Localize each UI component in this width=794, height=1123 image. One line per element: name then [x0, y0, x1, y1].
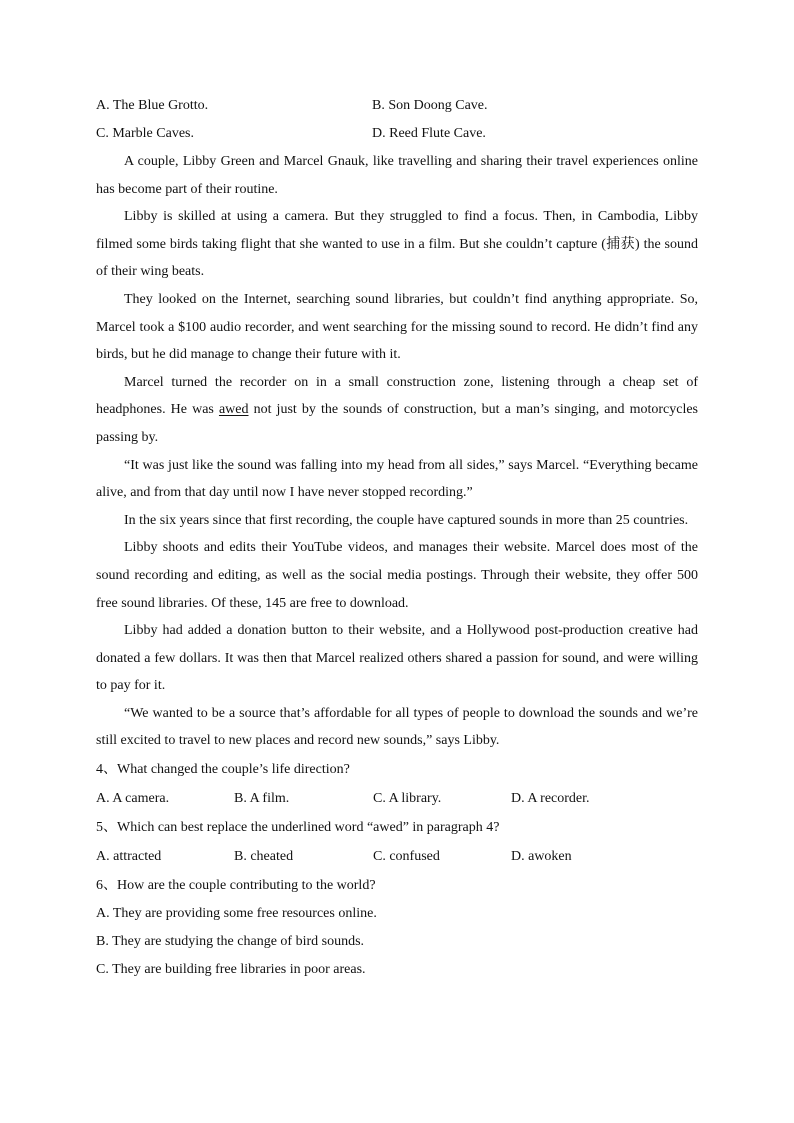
q4-option-a: A. A camera.	[96, 790, 170, 806]
passage-paragraph-7: Libby shoots and edits their YouTube videos, and manages their website. Marcel does most of the sound recording and editing, as well as the social media postings. Through their website, they offer 500 free sound libraries. Of these, 145 are free to download.	[96, 540, 698, 611]
question-4-stem: 4、What changed the couple’s life direction?	[96, 762, 350, 778]
q5-option-c: C. confused	[373, 848, 440, 864]
question-4-options	[96, 784, 698, 813]
reading-passage	[96, 148, 698, 755]
q6-option-a: A. They are providing some free resources online.	[96, 906, 377, 922]
paragraph-4-text-a: Marcel turned the recorder on in a small construction zone, listening through a cheap set of headphones. He was	[96, 374, 698, 418]
q5-option-d: D. awoken	[511, 848, 572, 864]
option-c: C. Marble Caves.	[96, 126, 194, 141]
passage-paragraph-1: A couple, Libby Green and Marcel Gnauk, like travelling and sharing their travel experiences online has become part of their routine.	[96, 154, 698, 197]
passage-paragraph-3: They looked on the Internet, searching sound libraries, but couldn’t find anything appropriate. So, Marcel took a $100 audio recorder, and went searching for the missing sound to record. He didn’t find any birds, but he did manage to change their future with it.	[96, 291, 698, 363]
passage-paragraph-8: Libby had added a donation button to their website, and a Hollywood post-production creative had donated a few dollars. It was then that Marcel realized others shared a passion for sound, and were willing to pay for it.	[96, 623, 698, 694]
paragraph-2-text-a: Libby is skilled at using a camera. But they struggled to find a focus. Then, in Cambodia, Libby filmed some birds taking flight that she wanted to use in a film. But she couldn’t capture	[96, 209, 698, 252]
question-6-stem: 6、How are the couple contributing to the world?	[96, 878, 376, 894]
question-5	[96, 813, 698, 871]
paragraph-2-text-b: the sound of their wing beats.	[96, 236, 698, 280]
previous-question-options-row-2	[96, 120, 698, 148]
q4-option-d: D. A recorder.	[511, 790, 590, 806]
question-5-stem: 5、Which can best replace the underlined word “awed” in paragraph 4?	[96, 820, 500, 836]
passage-paragraph-4	[96, 369, 698, 452]
option-a: A. The Blue Grotto.	[96, 98, 209, 113]
q5-option-b: B. cheated	[234, 848, 294, 864]
q6-option-b: B. They are studying the change of bird sounds.	[96, 934, 365, 950]
question-4	[96, 755, 698, 813]
q6-option-c: C. They are building free libraries in poor areas.	[96, 962, 366, 978]
q4-option-b: B. A film.	[234, 790, 290, 806]
question-6	[96, 871, 698, 984]
previous-question-options-row-1	[96, 92, 698, 120]
underlined-word-awed: awed	[218, 402, 249, 418]
passage-paragraph-2	[96, 203, 698, 286]
chinese-gloss: (捕获)	[601, 236, 640, 252]
passage-paragraph-5: “It was just like the sound was falling into my head from all sides,” says Marcel. “Everything became alive, and from that day until now I have never stopped recording.”	[96, 457, 698, 501]
paragraph-4-text-b: not just by the sounds of construction, but a man’s singing, and motorcycles passing by.	[96, 402, 698, 445]
option-b: B. Son Doong Cave.	[372, 98, 488, 113]
passage-paragraph-6: In the six years since that first recording, the couple have captured sounds in more than 25 countries.	[124, 512, 689, 528]
worksheet-page	[96, 92, 698, 984]
q5-option-a: A. attracted	[96, 848, 162, 864]
question-5-options	[96, 842, 698, 871]
option-d: D. Reed Flute Cave.	[372, 126, 486, 141]
q4-option-c: C. A library.	[373, 790, 442, 806]
passage-paragraph-9: “We wanted to be a source that’s affordable for all types of people to download the sounds and we’re still excited to travel to new places and record new sounds,” says Libby.	[96, 705, 698, 749]
